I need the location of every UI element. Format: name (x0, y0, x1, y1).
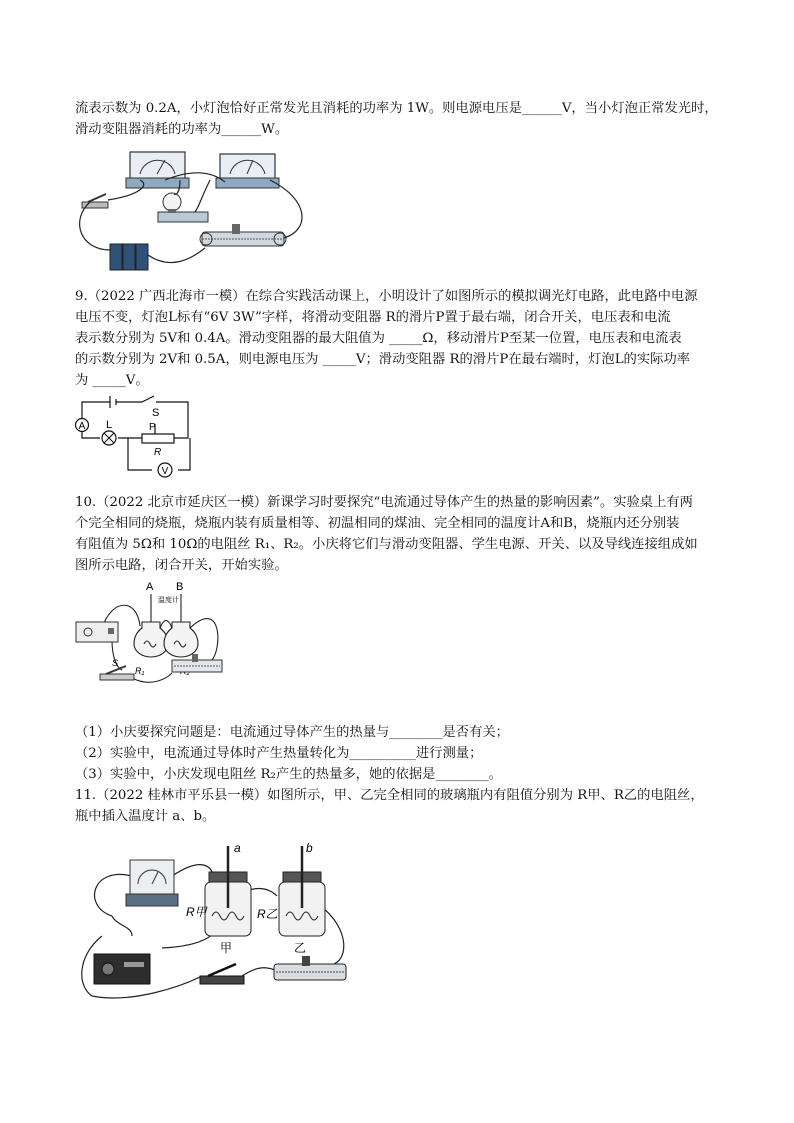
thermometer-a-label: A (146, 581, 154, 593)
ammeter-label: A (78, 421, 86, 432)
thermometer-b-label: B (176, 581, 184, 593)
q9-line-1: 9.（2022 广西北海市一模）在综合实践活动课上，小明设计了如图所示的模拟调光灯电路，此电路中电源 (75, 289, 698, 304)
q10-text (75, 492, 730, 576)
jar-yi (279, 846, 325, 936)
lamp-label: L (106, 419, 113, 431)
q10-sub-1: （1）小庆要探究问题是：电流通过导体产生的热量与________是否有关； (75, 725, 509, 740)
yi-label: 乙 (294, 941, 307, 955)
resistor-label: R (154, 447, 162, 458)
q9-text (75, 286, 730, 391)
q11-line-2: 瓶中插入温度计 a、b。 (75, 809, 216, 824)
switch-label: S (112, 658, 119, 668)
intro-text (75, 98, 730, 140)
q10-sub-3: （3）实验中，小庆发现电阻丝 R₂产生的热量多，她的依据是________。 (75, 767, 502, 782)
q10-line-1: 10.（2022 北京市延庆区一模）新课学习时要探究“电流通过导体产生的热量的影响因素”。实验桌上有两 (75, 495, 693, 510)
meter-circuit-figure (70, 140, 370, 278)
q9-line-2: 电压不变，灯泡L标有“6V 3W”字样，将滑动变阻器 R的滑片P置于最右端，闭合开关，电压表和电流 (75, 310, 671, 325)
slider-label: P (149, 422, 156, 433)
thermometer-text: 温度计 (158, 597, 179, 604)
power-supply-device (94, 954, 150, 984)
jar-jia (205, 846, 251, 936)
q9-circuit-diagram (70, 392, 200, 484)
q10-line-3: 有阻值为 5Ω和 10Ω的电阻丝 R₁、R₂。小庆将它们与滑动变阻器、学生电源、开关、以及导线连接组成如 (75, 537, 698, 552)
q11-line-1: 11.（2022 桂林市平乐县一模）如图所示，甲、乙完全相同的玻璃瓶内有阻值分别为 R甲、R乙的电阻丝， (75, 788, 704, 803)
r-yi-label: R乙 (257, 907, 278, 921)
q10-experiment-figure (72, 578, 272, 690)
q10-subquestions (75, 722, 730, 785)
thermometer-a-label: a (234, 841, 241, 855)
switch-label: S (152, 407, 160, 419)
q10-line-4: 图所示电路，闭合开关，开始实验。 (75, 558, 288, 573)
q11-experiment-figure (72, 836, 362, 1006)
q9-line-4: 的示数分别为 2V和 0.5A，则电源电压为 _____V；滑动变阻器 R的滑片P在最右端时，灯泡L的实际功率 (75, 352, 691, 367)
q11-text (75, 785, 730, 827)
rheostat-device (274, 956, 346, 980)
voltmeter-label: V (161, 466, 169, 477)
q9-line-3: 表示数分别为 5V和 0.4A。滑动变阻器的最大阻值为 _____Ω，移动滑片P至某一位置，电压表和电流表 (75, 331, 682, 346)
q9-line-5: 为 _____V。 (75, 373, 149, 388)
ammeter-device (126, 860, 178, 906)
ammeter-device (216, 154, 279, 188)
thermometer-b-label: b (306, 841, 313, 855)
intro-line-2: 滑动变阻器消耗的功率为______W。 (75, 122, 289, 137)
r-jia-label: R甲 (186, 905, 207, 919)
rheostat-device (200, 224, 286, 246)
power-supply-device (76, 622, 118, 642)
r1-label: R₁ (135, 666, 145, 676)
q10-sub-2: （2）实验中，电流通过导体时产生热量转化为__________进行测量； (75, 746, 483, 761)
battery-device (110, 244, 148, 270)
switch-device (200, 964, 244, 984)
intro-line-1: 流表示数为 0.2A，小灯泡恰好正常发光且消耗的功率为 1W。则电源电压是______V，当小灯泡正常发光时， (75, 101, 718, 116)
switch-device (100, 666, 134, 680)
q10-line-2: 个完全相同的烧瓶，烧瓶内装有质量相等、初温相同的煤油、完全相同的温度计A和B，烧瓶内还分别装 (75, 516, 680, 531)
jia-label: 甲 (220, 941, 233, 955)
lamp-device (158, 193, 208, 222)
